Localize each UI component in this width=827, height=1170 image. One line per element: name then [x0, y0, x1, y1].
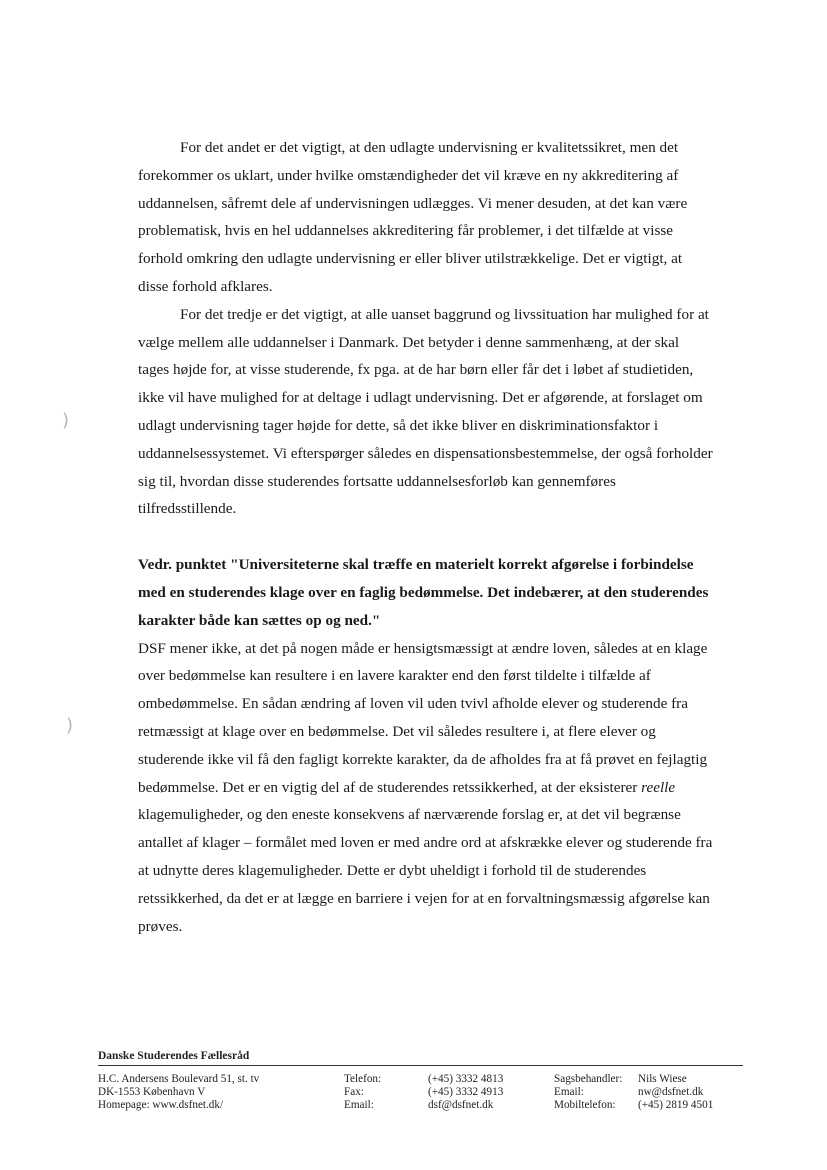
fax-value: (+45) 3332 4913: [428, 1086, 504, 1098]
paragraph-quality-assurance: For det andet er det vigtigt, at den udlagte undervisning er kvalitetssikret, men det forekommer os uklart, under hvilke omstændigheder det vil kræve en ny akkreditering af uddannelsen, såfremt dele af undervisningen udlægges. Vi mener desuden, at det kan være problematisk, hvis en hel uddannelses akkreditering får problemer, i det tilfælde at visse forhold omkring den udlagte undervisning er eller bliver utilstrækkelige. Det er vigtigt, at disse forhold afklares.: [138, 139, 688, 295]
address-line: DK-1553 København V: [98, 1086, 206, 1098]
paragraph-text: klagemuligheder, og den eneste konsekvens af nærværende forslag er, at det vil begrænse antallet af klager – formålet med loven er med andre ord at afskrække elever og studerende fra at udnytte deres klagemuligheder. Dette er dybt uheldigt i forhold til de studerendes retssikkerhed, da det er at lægge en barriere i vejen for at en forvaltningsmæssig afgørelse kan prøves.: [138, 806, 713, 935]
email-link[interactable]: dsf@dsfnet.dk: [428, 1099, 494, 1111]
fax-label: Fax:: [344, 1086, 364, 1098]
phone-value: (+45) 3332 4813: [428, 1073, 504, 1085]
emphasis-text: reelle: [641, 778, 676, 796]
mobile-value: (+45) 2819 4501: [638, 1099, 714, 1111]
mobile-label: Mobiltelefon:: [554, 1099, 616, 1111]
phone-label: Telefon:: [344, 1073, 382, 1085]
address-column: [98, 1073, 259, 1112]
contact-labels-column: [344, 1073, 381, 1112]
punch-hole-mark: ): [62, 410, 70, 431]
caseworker-email-label: Email:: [554, 1086, 584, 1098]
punch-hole-mark: ): [66, 715, 74, 736]
paragraph-text: DSF mener ikke, at det på nogen måde er hensigtsmæssigt at ændre loven, således at en klage over bedømmelse kan resultere i en lavere karakter end den først tildelte i tilfælde af ombedømmelse. En sådan ændring af loven vil uden tvivl afholde elever og studerende fra retmæssigt at klage over en bedømmelse. Det vil således resultere i, at flere elever og studerende ikke vil få den fagligt korrekte karakter, da de afholdes fra at få prøvet en fejlagtig bedømmelse. Det er en vigtig del af de studerendes retssikkerhed, at der eksisterer: [138, 639, 708, 796]
letter-body: [138, 134, 713, 940]
caseworker-name: Nils Wiese: [638, 1073, 687, 1085]
caseworker-label: Sagsbehandler:: [554, 1073, 623, 1085]
section-heading-grade-complaints: Vedr. punktet "Universiteterne skal træffe en materielt korrekt afgørelse i forbindelse med en studerendes klage over en faglig bedømmelse. Det indebærer, at den studerendes karakter både kan sættes op og ned.": [138, 556, 709, 629]
address-line: H.C. Andersens Boulevard 51, st. tv: [98, 1073, 260, 1085]
organization-name: Danske Studerendes Fællesråd: [98, 1050, 250, 1062]
contact-values-column: [428, 1073, 503, 1112]
homepage-link[interactable]: Homepage: www.dsfnet.dk/: [98, 1099, 224, 1111]
email-label: Email:: [344, 1099, 374, 1111]
caseworker-values-column: [638, 1073, 713, 1112]
footer-divider: [98, 1065, 743, 1066]
paragraph-equal-access: For det tredje er det vigtigt, at alle uanset baggrund og livssituation har mulighed for at vælge mellem alle uddannelser i Danmark. Det betyder i denne sammenhæng, at der skal tages højde for, at visse studerende, fx pga. at de har børn eller får det i løbet af studietiden, ikke vil have mulighed for at deltage i udlagt undervisning. Det er afgørende, at forslaget om udlagt undervisning tager højde for dette, så det ikke bliver en diskriminationsfaktor i uddannelsessystemet. Vi efterspørger således en dispensationsbestemmelse, der også forholder sig til, hvordan disse studerendes fortsatte uddannelsesforløb kan gennemføres tilfredsstillende.: [138, 305, 713, 518]
paragraph-legal-security: [138, 635, 713, 941]
caseworker-labels-column: [554, 1073, 622, 1112]
caseworker-email-link[interactable]: nw@dsfnet.dk: [638, 1086, 704, 1098]
letterhead-footer: [98, 1050, 743, 1111]
